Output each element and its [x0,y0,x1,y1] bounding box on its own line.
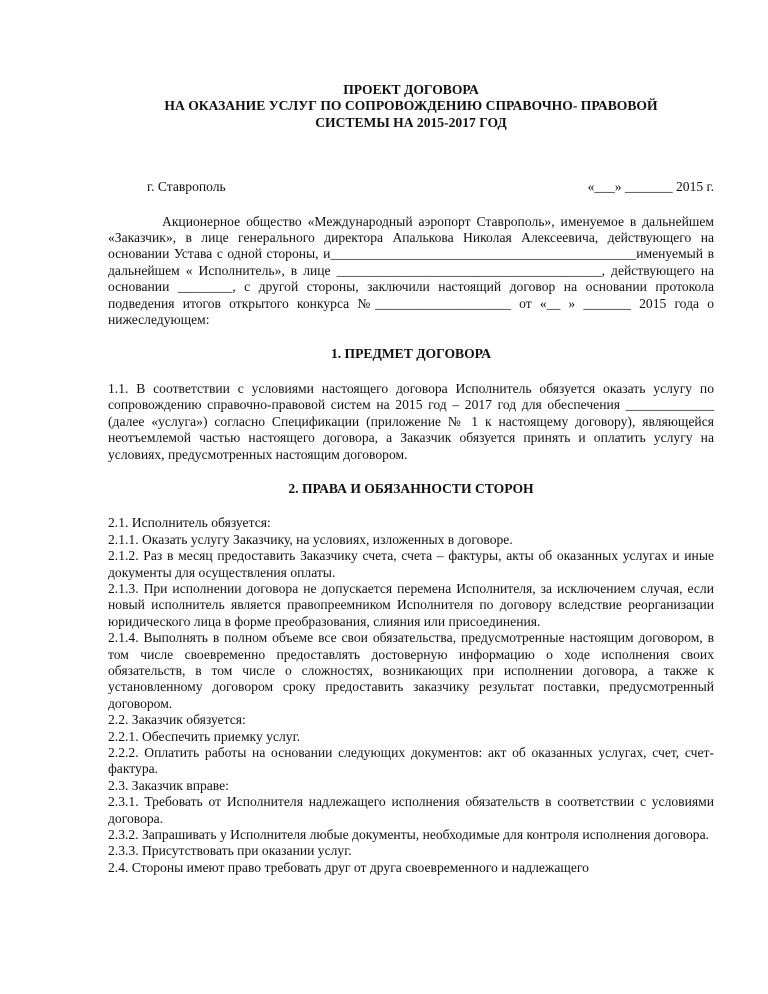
paragraph-2-2-2: 2.2.2. Оплатить работы на основании следующих документов: акт об оказанных услугах, счет, счет-фактура. [108,745,714,777]
document-title [108,82,714,131]
paragraph-2-1-4: 2.1.4. Выполнять в полном объеме все свои обязательства, предусмотренные настоящим договором, в том числе своевременно предоставлять достоверную информацию о ходе исполнения своих обязательств, в том числе о сложностях, возникающих при исполнении договора, а также к установленному договором сроку предоставить заказчику результат поставки, предусмотренный договором. [108,630,714,711]
paragraph-2-3: 2.3. Заказчик вправе: [108,777,229,793]
paragraph-2-1-1: 2.1.1. Оказать услугу Заказчику, на условиях, изложенных в договоре. [108,531,513,547]
paragraph-2-1-3: 2.1.3. При исполнении договора не допускается перемена Исполнителя, за исключением случая, если новый исполнитель является правопреемником Исполнителя по договору вследствие реорганизации юридического лица в форме преобразования, слияния или присоединения. [108,580,714,629]
contract-date: «___» _______ 2015 г. [587,179,714,195]
title-line-1: ПРОЕКТ ДОГОВОРА [343,82,479,97]
paragraph-2-1: 2.1. Исполнитель обязуется: [108,515,271,531]
section-heading-rights: 2. ПРАВА И ОБЯЗАННОСТИ СТОРОН [288,480,534,496]
city-date-line [108,179,714,195]
paragraph-2-1-2: 2.1.2. Раз в месяц предоставить Заказчику счета, счета – фактуры, акты об оказанных услугах и иные документы для осуществления оплаты. [108,548,714,580]
paragraph-2-3-2: 2.3.2. Запрашивать у Исполнителя любые документы, необходимые для контроля исполнения договора. [108,827,710,843]
paragraph-2-2-1: 2.2.1. Обеспечить приемку услуг. [108,728,301,744]
paragraph-2-4: 2.4. Стороны имеют право требовать друг от друга своевременного и надлежащего [108,859,589,875]
title-line-3: СИСТЕМЫ НА 2015-2017 ГОД [315,114,507,130]
paragraph-2-2: 2.2. Заказчик обязуется: [108,712,246,728]
paragraph-2-3-3: 2.3.3. Присутствовать при оказании услуг. [108,843,352,859]
paragraph-1-1: 1.1. В соответствии с условиями настоящего договора Исполнитель обязуется оказать услугу по сопровождению справочно-правовой систем на 2015 год – 2017 год для обеспечения _____________ (далее «услуга») согласно Спецификации (приложение № 1 к настоящему договору), являющейся неотъемлемой частью настоящего договора, а Заказчик обязуется принять и оплатить услугу на условиях, предусмотренных настоящим договором. [108,380,714,462]
paragraph-2-3-1: 2.3.1. Требовать от Исполнителя надлежащего исполнения обязательств в соответствии с условиями договора. [108,794,714,826]
intro-paragraph: Акционерное общество «Международный аэропорт Ставрополь», именуемое в дальнейшем «Заказчик», в лице генерального директора Апалькова Николая Алексеевича, действующего на основании Устава с одной стороны, и_____________________________________________именуемый в дальнейшем « Исполнитель», в лице _______________________________________, действующего на основании ________, с другой стороны, заключили настоящий договор на основании протокола подведения итогов открытого конкурса №____________________ от «__ » _______ 2015 года о нижеследующем: [108,213,714,328]
section-heading-subject: 1. ПРЕДМЕТ ДОГОВОРА [330,346,492,362]
title-line-2: НА ОКАЗАНИЕ УСЛУГ ПО СОПРОВОЖДЕНИЮ СПРАВОЧНО- ПРАВОВОЙ [164,98,658,114]
city: г. Ставрополь [147,179,226,195]
